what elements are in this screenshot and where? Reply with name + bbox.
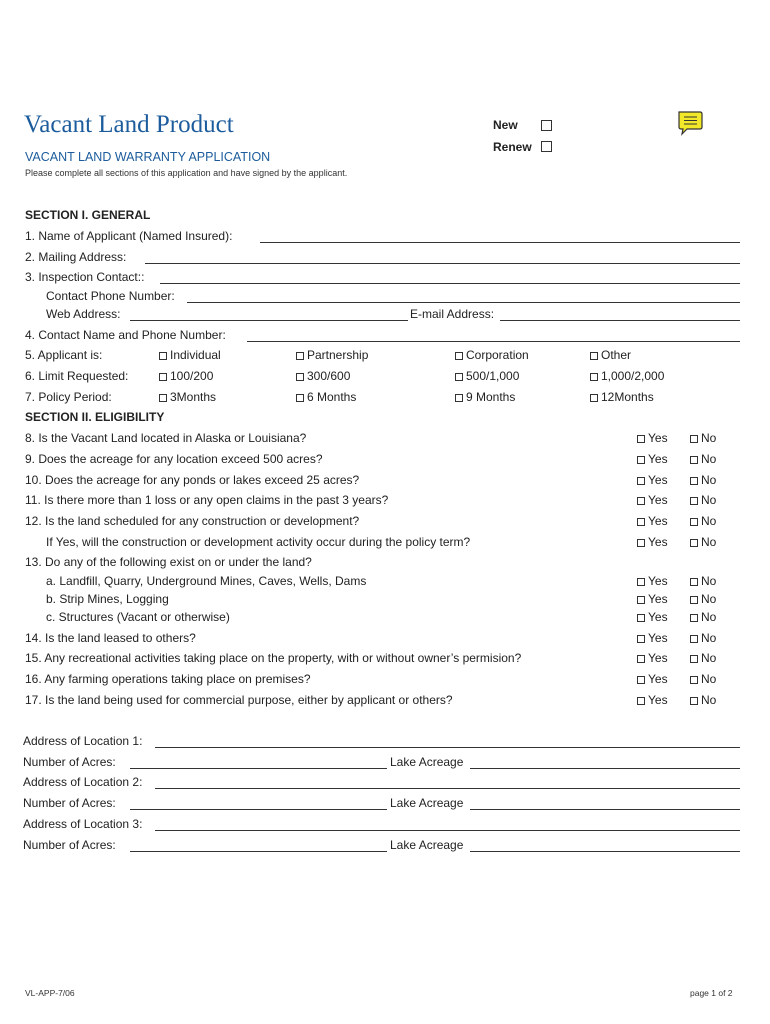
- period-12months-option[interactable]: [590, 390, 654, 404]
- checkbox-icon: [690, 655, 698, 663]
- yes-label: Yes: [648, 514, 668, 528]
- checkbox-icon: [637, 539, 645, 547]
- option-label: 9 Months: [466, 390, 516, 404]
- location1-address-label: Address of Location 1:: [23, 734, 143, 748]
- no-label: No: [701, 431, 717, 445]
- checkbox-icon: [637, 596, 645, 604]
- applicant-other-option[interactable]: [590, 348, 631, 362]
- no-label: No: [701, 610, 717, 624]
- location3-lake-field[interactable]: [470, 851, 740, 852]
- form-code: VL-APP-7/06: [25, 988, 75, 998]
- period-3months-option[interactable]: [159, 390, 216, 404]
- yes-label: Yes: [648, 693, 668, 707]
- yes-label: Yes: [648, 672, 668, 686]
- contact-name-phone-field[interactable]: [247, 341, 740, 342]
- checkbox-icon: [159, 394, 167, 402]
- checkbox-icon: [690, 578, 698, 586]
- yes-checkbox[interactable]: [637, 672, 668, 686]
- section1-heading: SECTION I. GENERAL: [25, 208, 151, 222]
- eligibility-question: 9. Does the acreage for any location exceed 500 acres?: [25, 452, 323, 466]
- period-6months-option[interactable]: [296, 390, 356, 404]
- checkbox-icon: [159, 373, 167, 381]
- location2-address-label: Address of Location 2:: [23, 775, 143, 789]
- location3-acres-field[interactable]: [130, 851, 387, 852]
- q3-web-label: Web Address:: [46, 307, 121, 321]
- no-label: No: [701, 452, 717, 466]
- eligibility-question: a. Landfill, Quarry, Underground Mines, Caves, Wells, Dams: [46, 574, 367, 588]
- no-label: No: [701, 693, 717, 707]
- new-checkbox[interactable]: [541, 120, 552, 131]
- checkbox-icon: [637, 518, 645, 526]
- renew-checkbox[interactable]: [541, 141, 552, 152]
- new-label: New: [493, 118, 518, 132]
- no-checkbox[interactable]: [690, 631, 716, 645]
- applicant-partnership-option[interactable]: [296, 348, 368, 362]
- no-checkbox[interactable]: [690, 693, 716, 707]
- option-label: 6 Months: [307, 390, 357, 404]
- checkbox-icon: [690, 697, 698, 705]
- no-checkbox[interactable]: [690, 473, 716, 487]
- checkbox-icon: [690, 635, 698, 643]
- checkbox-icon: [690, 539, 698, 547]
- no-checkbox[interactable]: [690, 574, 716, 588]
- yes-label: Yes: [648, 452, 668, 466]
- yes-checkbox[interactable]: [637, 452, 668, 466]
- renew-label: Renew: [493, 140, 532, 154]
- checkbox-icon: [637, 497, 645, 505]
- location1-acres-label: Number of Acres:: [23, 755, 116, 769]
- eligibility-question: 15. Any recreational activities taking place on the property, with or without owner’s permision?: [25, 651, 522, 665]
- location2-address-field[interactable]: [155, 788, 740, 789]
- no-checkbox[interactable]: [690, 535, 716, 549]
- q3-phone-label: Contact Phone Number:: [46, 289, 175, 303]
- eligibility-question: If Yes, will the construction or development activity occur during the policy term?: [46, 535, 471, 549]
- q3-email-label: E-mail Address:: [410, 307, 495, 321]
- applicant-corporation-option[interactable]: [455, 348, 529, 362]
- mailing-address-field[interactable]: [145, 263, 740, 264]
- checkbox-icon: [690, 497, 698, 505]
- checkbox-icon: [690, 435, 698, 443]
- eligibility-question: c. Structures (Vacant or otherwise): [46, 610, 230, 624]
- q4-label: 4. Contact Name and Phone Number:: [25, 328, 226, 342]
- q1-label: 1. Name of Applicant (Named Insured):: [25, 229, 233, 243]
- yes-label: Yes: [648, 631, 668, 645]
- checkbox-icon: [637, 655, 645, 663]
- checkbox-icon: [637, 578, 645, 586]
- checkbox-icon: [690, 518, 698, 526]
- limit-100-200-option[interactable]: [159, 369, 213, 383]
- location2-acres-field[interactable]: [130, 809, 387, 810]
- q3-label: 3. Inspection Contact::: [25, 270, 145, 284]
- checkbox-icon: [637, 676, 645, 684]
- no-checkbox[interactable]: [690, 514, 716, 528]
- web-address-field[interactable]: [130, 320, 408, 321]
- q7-label: 7. Policy Period:: [25, 390, 112, 404]
- no-checkbox[interactable]: [690, 431, 716, 445]
- yes-checkbox[interactable]: [637, 514, 668, 528]
- yes-checkbox[interactable]: [637, 473, 668, 487]
- checkbox-icon: [690, 676, 698, 684]
- checkbox-icon: [690, 477, 698, 485]
- location1-address-field[interactable]: [155, 747, 740, 748]
- yes-label: Yes: [648, 493, 668, 507]
- location1-lake-label: Lake Acreage: [390, 755, 464, 769]
- option-label: 1,000/2,000: [601, 369, 665, 383]
- q5-label: 5. Applicant is:: [25, 348, 103, 362]
- yes-checkbox[interactable]: [637, 592, 668, 606]
- no-label: No: [701, 631, 717, 645]
- yes-checkbox[interactable]: [637, 535, 668, 549]
- q6-label: 6. Limit Requested:: [25, 369, 129, 383]
- yes-label: Yes: [648, 651, 668, 665]
- yes-label: Yes: [648, 574, 668, 588]
- yes-checkbox[interactable]: [637, 493, 668, 507]
- inspection-contact-field[interactable]: [160, 283, 740, 284]
- yes-label: Yes: [648, 473, 668, 487]
- option-label: 300/600: [307, 369, 351, 383]
- checkbox-icon: [637, 635, 645, 643]
- checkbox-icon: [637, 477, 645, 485]
- option-label: 3Months: [170, 390, 217, 404]
- location2-acres-label: Number of Acres:: [23, 796, 116, 810]
- yes-checkbox[interactable]: [637, 610, 668, 624]
- no-label: No: [701, 672, 717, 686]
- eligibility-question: 14. Is the land leased to others?: [25, 631, 196, 645]
- checkbox-icon: [690, 596, 698, 604]
- limit-300-600-option[interactable]: [296, 369, 350, 383]
- limit-1000-2000-option[interactable]: [590, 369, 664, 383]
- location1-lake-field[interactable]: [470, 768, 740, 769]
- location3-address-label: Address of Location 3:: [23, 817, 143, 831]
- eligibility-question: 10. Does the acreage for any ponds or lakes exceed 25 acres?: [25, 473, 360, 487]
- yes-checkbox[interactable]: [637, 693, 668, 707]
- checkbox-icon: [590, 352, 598, 360]
- page-title: Vacant Land Product: [24, 111, 234, 138]
- checkbox-icon: [455, 352, 463, 360]
- checkbox-icon: [590, 394, 598, 402]
- no-label: No: [701, 473, 717, 487]
- no-checkbox[interactable]: [690, 592, 716, 606]
- email-address-field[interactable]: [500, 320, 740, 321]
- checkbox-icon: [296, 352, 304, 360]
- checkbox-icon: [455, 394, 463, 402]
- location3-address-field[interactable]: [155, 830, 740, 831]
- option-label: 100/200: [170, 369, 214, 383]
- checkbox-icon: [159, 352, 167, 360]
- applicant-name-field[interactable]: [260, 242, 740, 243]
- checkbox-icon: [690, 456, 698, 464]
- option-label: Corporation: [466, 348, 529, 362]
- location2-lake-field[interactable]: [470, 809, 740, 810]
- yes-label: Yes: [648, 535, 668, 549]
- checkbox-icon: [637, 697, 645, 705]
- checkbox-icon: [590, 373, 598, 381]
- contact-phone-field[interactable]: [187, 302, 740, 303]
- eligibility-question: 17. Is the land being used for commercial purpose, either by applicant or others?: [25, 693, 453, 707]
- eligibility-question: 12. Is the land scheduled for any construction or development?: [25, 514, 360, 528]
- no-label: No: [701, 535, 717, 549]
- no-label: No: [701, 493, 717, 507]
- checkbox-icon: [637, 435, 645, 443]
- eligibility-question: 8. Is the Vacant Land located in Alaska or Louisiana?: [25, 431, 307, 445]
- option-label: 500/1,000: [466, 369, 520, 383]
- yes-checkbox[interactable]: [637, 631, 668, 645]
- yes-label: Yes: [648, 592, 668, 606]
- q2-label: 2. Mailing Address:: [25, 250, 127, 264]
- no-checkbox[interactable]: [690, 610, 716, 624]
- checkbox-icon: [455, 373, 463, 381]
- location3-lake-label: Lake Acreage: [390, 838, 464, 852]
- no-checkbox[interactable]: [690, 651, 716, 665]
- yes-checkbox[interactable]: [637, 651, 668, 665]
- applicant-individual-option[interactable]: [159, 348, 221, 362]
- option-label: Partnership: [307, 348, 369, 362]
- section2-heading: SECTION II. ELIGIBILITY: [25, 410, 165, 424]
- yes-label: Yes: [648, 431, 668, 445]
- eligibility-question: 13. Do any of the following exist on or under the land?: [25, 555, 312, 569]
- checkbox-icon: [637, 456, 645, 464]
- location2-lake-label: Lake Acreage: [390, 796, 464, 810]
- no-label: No: [701, 514, 717, 528]
- period-9months-option[interactable]: [455, 390, 515, 404]
- note-icon[interactable]: [677, 110, 703, 136]
- form-subtitle: VACANT LAND WARRANTY APPLICATION: [25, 150, 271, 164]
- option-label: Individual: [170, 348, 221, 362]
- instructions: Please complete all sections of this application and have signed by the applicant.: [25, 168, 348, 178]
- no-checkbox[interactable]: [690, 452, 716, 466]
- checkbox-icon: [690, 614, 698, 622]
- location3-acres-label: Number of Acres:: [23, 838, 116, 852]
- checkbox-icon: [637, 614, 645, 622]
- no-checkbox[interactable]: [690, 493, 716, 507]
- no-label: No: [701, 592, 717, 606]
- no-label: No: [701, 651, 717, 665]
- eligibility-question: 11. Is there more than 1 loss or any open claims in the past 3 years?: [25, 493, 389, 507]
- yes-checkbox[interactable]: [637, 574, 668, 588]
- option-label: Other: [601, 348, 632, 362]
- eligibility-question: b. Strip Mines, Logging: [46, 592, 169, 606]
- page-number: page 1 of 2: [690, 988, 733, 998]
- limit-500-1000-option[interactable]: [455, 369, 519, 383]
- checkbox-icon: [296, 373, 304, 381]
- location1-acres-field[interactable]: [130, 768, 387, 769]
- no-label: No: [701, 574, 717, 588]
- option-label: 12Months: [601, 390, 654, 404]
- yes-checkbox[interactable]: [637, 431, 668, 445]
- yes-label: Yes: [648, 610, 668, 624]
- no-checkbox[interactable]: [690, 672, 716, 686]
- eligibility-question: 16. Any farming operations taking place on premises?: [25, 672, 311, 686]
- checkbox-icon: [296, 394, 304, 402]
